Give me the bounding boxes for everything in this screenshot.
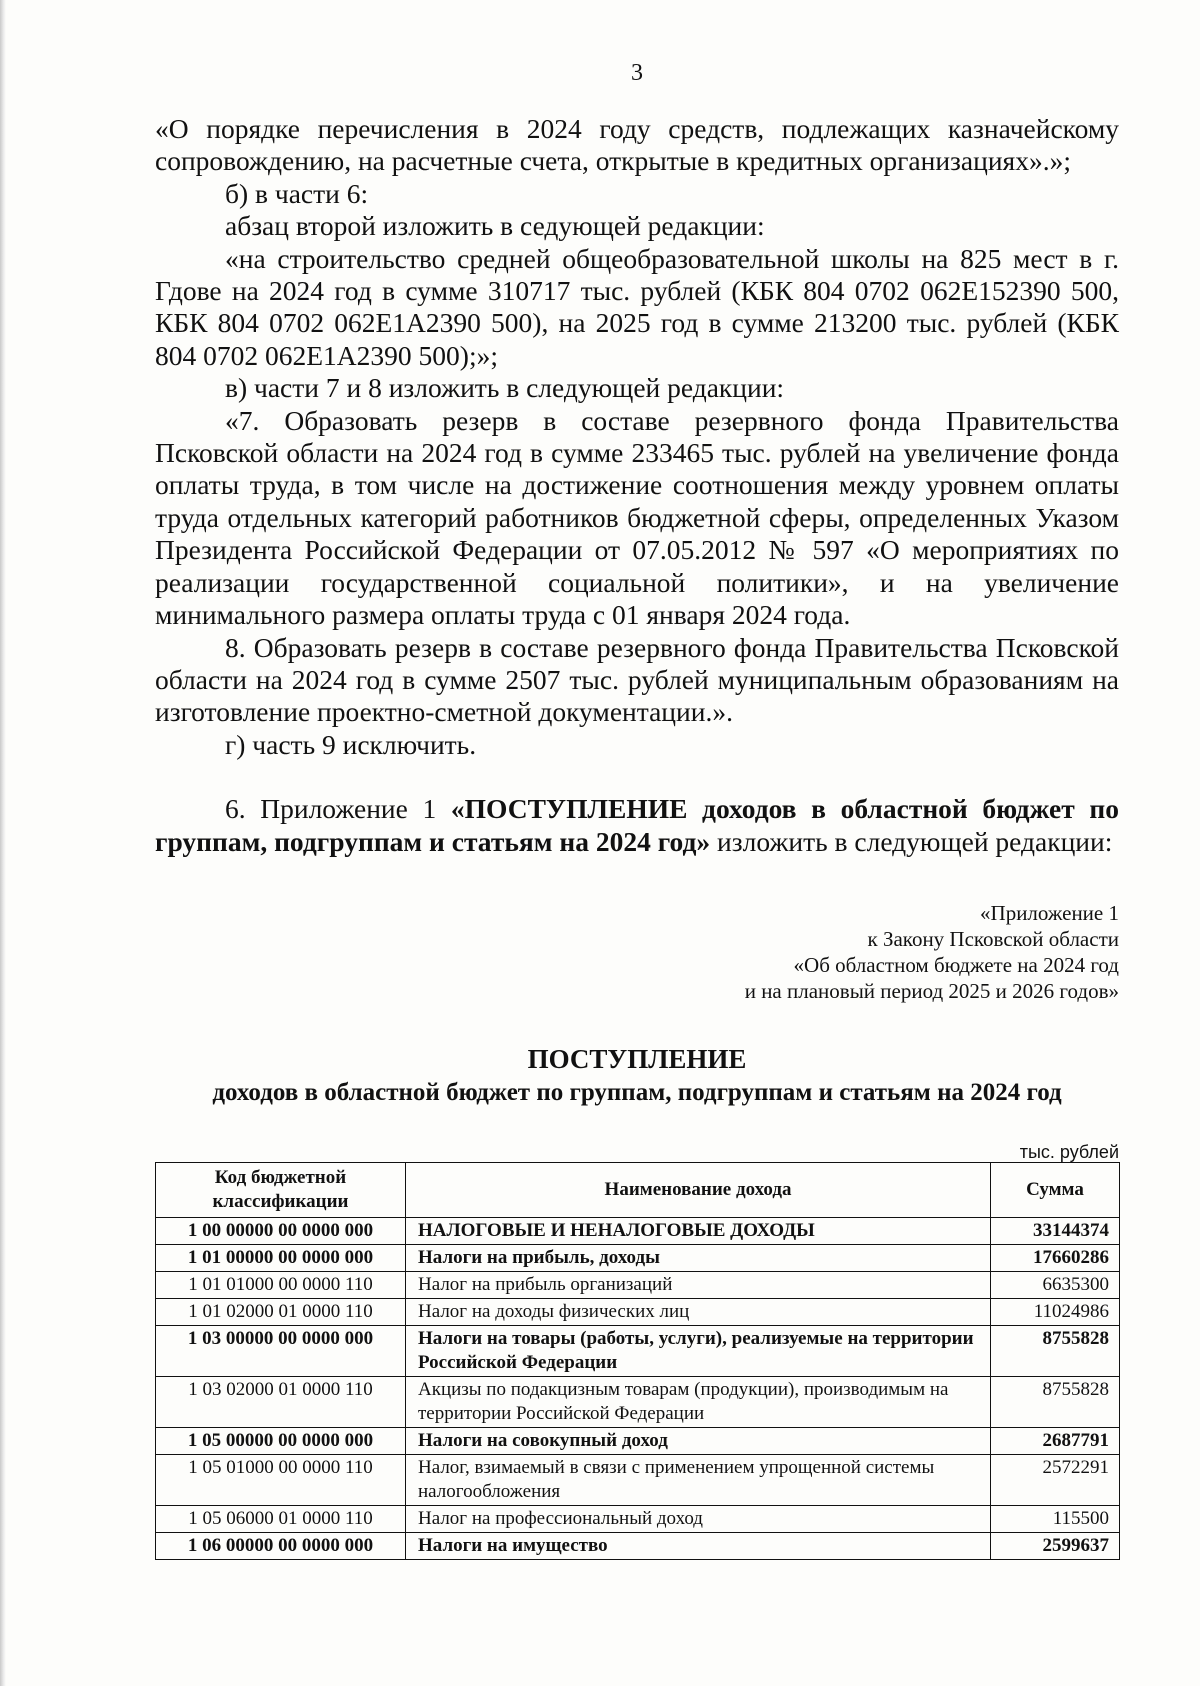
table-row — [156, 1325, 1120, 1376]
row-name: Налог на профессиональный доход — [406, 1505, 991, 1532]
table-row — [156, 1505, 1120, 1532]
table-row — [156, 1376, 1120, 1427]
row-sum: 8755828 — [991, 1325, 1120, 1376]
scan-edge — [0, 0, 6, 1686]
table-row — [156, 1271, 1120, 1298]
document-title: ПОСТУПЛЕНИЕ — [527, 1043, 747, 1074]
row-sum: 2687791 — [991, 1427, 1120, 1454]
row-code: 1 05 06000 01 0000 110 — [156, 1505, 406, 1532]
appendix-note-line-2: к Закону Псковской области — [867, 926, 1119, 951]
table-header-row — [156, 1162, 1120, 1217]
page-number: 3 — [631, 60, 643, 86]
row-sum: 6635300 — [991, 1271, 1120, 1298]
paragraph-4: «на строительство средней общеобразовательной школы на 825 мест в г. Гдове на 2024 год в сумме 310717 тыс. рублей (КБК 804 0702 062Е152390 500, КБК 804 0702 062Е1А2390 500), на 2025 год в сумме 213200 тыс. рублей (КБК 804 0702 062Е1А2390 500);»; — [155, 242, 1119, 371]
row-sum: 17660286 — [991, 1244, 1120, 1271]
paragraph-9-bold: «ПОСТУПЛЕНИЕ доходов в областной бюджет по группам, подгруппам и статьям на 2024 год» — [155, 793, 1119, 857]
row-name: Налоги на совокупный доход — [406, 1427, 991, 1454]
table-row — [156, 1298, 1120, 1325]
income-table — [155, 1162, 1120, 1560]
table-row — [156, 1454, 1120, 1505]
appendix-note-line-4: и на плановый период 2025 и 2026 годов» — [744, 978, 1119, 1003]
units-label: тыс. рублей — [1019, 1141, 1119, 1162]
row-sum: 2572291 — [991, 1454, 1120, 1505]
appendix-note — [155, 900, 1119, 1004]
appendix-note-line-1: «Приложение 1 — [980, 900, 1119, 925]
row-name: НАЛОГОВЫЕ И НЕНАЛОГОВЫЕ ДОХОДЫ — [406, 1217, 991, 1244]
header-name: Наименование дохода — [406, 1162, 991, 1217]
row-name: Налоги на товары (работы, услуги), реализуемые на территории Российской Федерации — [406, 1325, 991, 1376]
table-row — [156, 1244, 1120, 1271]
row-code: 1 00 00000 00 0000 000 — [156, 1217, 406, 1244]
row-code: 1 03 02000 01 0000 110 — [156, 1376, 406, 1427]
paragraph-7: 8. Образовать резерв в составе резервного фонда Правительства Псковской области на 2024 год в сумме 2507 тыс. рублей муниципальным образованиям на изготовление проектно-сметной документации.». — [155, 631, 1119, 728]
paragraph-2: б) в части 6: — [225, 177, 369, 209]
paragraph-6: «7. Образовать резерв в составе резервного фонда Правительства Псковской области на 2024 год в сумме 233465 тыс. рублей на увеличение фонда оплаты труда, в том числе на достижение соотношения между уровнем оплаты труда отдельных категорий работников бюджетной сферы, определенных Указом Президента Российской Федерации от 07.05.2012 № 597 «О мероприятиях по реализации государственной социальной политики», и на увеличение минимального размера оплаты труда с 01 января 2024 года. — [155, 404, 1119, 631]
table-row — [156, 1217, 1120, 1244]
row-sum: 8755828 — [991, 1376, 1120, 1427]
paragraph-9 — [155, 793, 1119, 858]
row-code: 1 01 02000 01 0000 110 — [156, 1298, 406, 1325]
row-code: 1 05 01000 00 0000 110 — [156, 1454, 406, 1505]
row-name: Налоги на имущество — [406, 1532, 991, 1559]
header-code: Код бюджетной классификации — [156, 1162, 406, 1217]
row-code: 1 01 01000 00 0000 110 — [156, 1271, 406, 1298]
document-page — [155, 60, 1119, 1560]
row-sum: 2599637 — [991, 1532, 1120, 1559]
row-name: Налоги на прибыль, доходы — [406, 1244, 991, 1271]
row-name: Налог, взимаемый в связи с применением упрощенной системы налогообложения — [406, 1454, 991, 1505]
row-sum: 11024986 — [991, 1298, 1120, 1325]
row-code: 1 06 00000 00 0000 000 — [156, 1532, 406, 1559]
row-code: 1 01 00000 00 0000 000 — [156, 1244, 406, 1271]
paragraph-1: «О порядке перечисления в 2024 году средств, подлежащих казначейскому сопровождению, на расчетные счета, открытые в кредитных организациях».»; — [155, 113, 1119, 177]
row-name: Налог на доходы физических лиц — [406, 1298, 991, 1325]
paragraph-9-start: 6. Приложение 1 — [225, 793, 451, 825]
row-sum: 115500 — [991, 1505, 1120, 1532]
paragraph-9-end: изложить в следующей редакции: — [710, 825, 1113, 857]
row-code: 1 05 00000 00 0000 000 — [156, 1427, 406, 1454]
appendix-note-line-3: «Об областном бюджете на 2024 год — [793, 952, 1119, 977]
document-subtitle: доходов в областной бюджет по группам, подгруппам и статьям на 2024 год — [212, 1078, 1062, 1106]
row-name: Налог на прибыль организаций — [406, 1271, 991, 1298]
row-name: Акцизы по подакцизным товарам (продукции), производимым на территории Российской Федерации — [406, 1376, 991, 1427]
row-sum: 33144374 — [991, 1217, 1120, 1244]
header-sum: Сумма — [991, 1162, 1120, 1217]
paragraph-3: абзац второй изложить в седующей редакции: — [225, 210, 765, 242]
paragraph-5: в) части 7 и 8 изложить в следующей редакции: — [225, 372, 785, 404]
row-code: 1 03 00000 00 0000 000 — [156, 1325, 406, 1376]
table-row — [156, 1427, 1120, 1454]
table-row — [156, 1532, 1120, 1559]
paragraph-8: г) часть 9 исключить. — [225, 728, 477, 760]
